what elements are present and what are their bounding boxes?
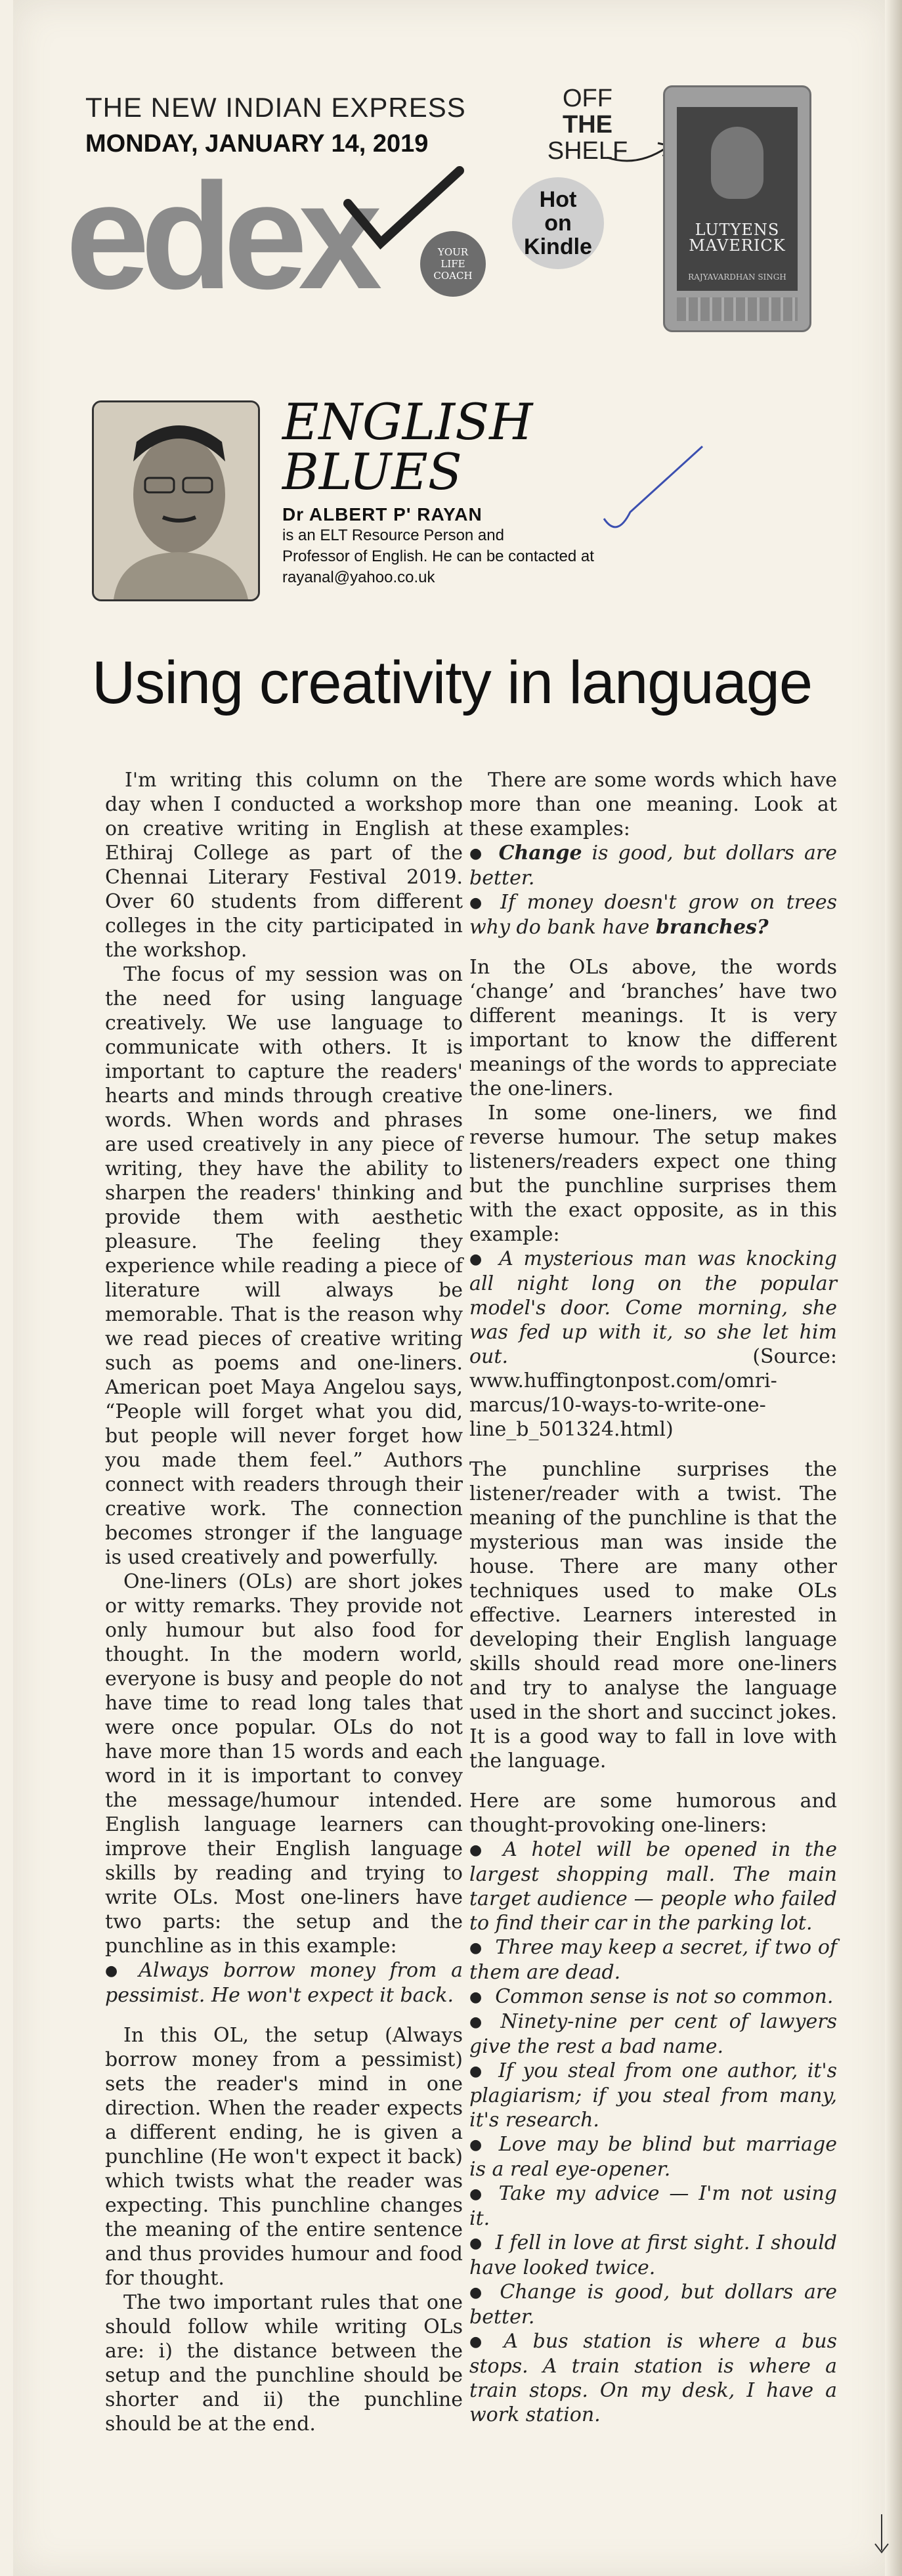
cover-portrait (711, 127, 763, 199)
list-item: ● I fell in love at first sight. I should have looked twice. (469, 2231, 837, 2280)
example-oneliner: ● Always borrow money from a pessimist. He won't expect it back. (105, 1958, 463, 2007)
article-headline: Using creativity in language (92, 649, 813, 716)
list-item: ● Ninety-nine per cent of lawyers give the rest a bad name. (469, 2009, 837, 2059)
author-byline (282, 504, 624, 588)
list-item: ● A bus station is where a bus stops. A train station is where a train stops. On my desk, I have a work station. (469, 2329, 837, 2427)
author-bio-2: Professor of English. He can be contacted at (282, 547, 594, 565)
paragraph: Here are some humorous and thought-provoking one-liners: (469, 1790, 837, 1837)
example-oneliner: ● Change is good, but dollars are better. (469, 841, 837, 890)
paragraph: The two important rules that one should follow while writing OLs are: i) the distance between the setup and the punchline should be shorter and ii) the punchline should be at the end. (105, 2291, 463, 2436)
pen-stroke-icon (591, 440, 709, 538)
list-item: ● Change is good, but dollars are better. (469, 2280, 837, 2329)
list-item: ● A hotel will be opened in the largest shopping mall. The main target audience — people who failed to find their car in the parking lot. (469, 1837, 837, 1935)
checkmark-icon (59, 164, 466, 322)
paragraph: One-liners (OLs) are short jokes or witty remarks. They provide not only humour but also food for thought. In the modern world, everyone is busy and people do not have time to read long tales that were once popular. OLs do not have more than 15 words and each word in it is important to convey the message/humour intended. English language learners can improve their English language skills by reading and trying to write OLs. Most one-liners have two parts: the setup and the punchline as in this example: (105, 1570, 463, 1958)
paragraph: The focus of my session was on the need for using language creatively. We use language to communicate with others. It is important to capture the readers' hearts and minds through creative words. When words and phrases are used creatively in any piece of writing, they have the ability to sharpen the readers' thinking and provide them with aesthetic pleasure. The feeling they experience while reading a piece of literature will always be memorable. That is the reason why we read pieces of creative writing such as poems and one-liners. American poet Maya Angelou says, “People will forget what you did, but people will never forget how you made them feel.” Authors connect with readers through their creative work. The connection becomes stronger if the language is used creatively and powerfully. (105, 963, 463, 1569)
list-item: ● Common sense is not so common. (469, 1985, 837, 2009)
down-arrow-icon (872, 2514, 891, 2554)
life-coach-badge: YOUR LIFE COACH (420, 231, 486, 297)
example-oneliner: ● If money doesn't grow on trees why do bank have branches? (469, 890, 837, 939)
article-right-column (469, 768, 837, 2427)
column-title: ENGLISH BLUES (282, 393, 533, 501)
page-edge (885, 0, 902, 2576)
example-oneliner: ● A mysterious man was knocking all night long on the popular model's door. Come morning, she was fed up with it, so she let him out. (Source: www.huffingtonpost.com/omri-marcus/10-ways-to-write-one-line_b_501324.html) (469, 1247, 837, 1442)
paragraph: In this OL, the setup (Always borrow money from a pessimist) sets the reader's mind in one direction. When the reader expects a different ending, he is given a punchline (He won't expect it back) which twists what the reader was expecting. This punchline changes the meaning of the entire sentence and thus provides humour and food for thought. (105, 2024, 463, 2290)
oneliner-list (469, 1837, 837, 2427)
list-item: ● Take my advice — I'm not using it. (469, 2181, 837, 2231)
book-title: LUTYENS MAVERICK (689, 221, 786, 255)
book-author: RAJYAVARDHAN SINGH (688, 272, 786, 282)
paragraph: In some one-liners, we find reverse humour. The setup makes listeners/readers expect one thing but the punchline surprises them with the exact opposite, as in this example: (469, 1102, 837, 1246)
kindle-device (663, 85, 811, 332)
paragraph: There are some words which have more than one meaning. Look at these examples: (469, 769, 837, 840)
author-bio: is an ELT Resource Person and (282, 526, 504, 544)
list-item: ● Three may keep a secret, if two of them are dead. (469, 1935, 837, 1985)
publication-date: MONDAY, JANUARY 14, 2019 (85, 130, 429, 158)
list-item: ● Love may be blind but marriage is a real eye-opener. (469, 2132, 837, 2181)
paragraph: In the OLs above, the words ‘change’ and ‘branches’ have two different meanings. It is very important to know the different meanings of the words to appreciate the one-liners. (469, 956, 837, 1100)
author-email: rayanal@yahoo.co.uk (282, 569, 435, 586)
edex-logo: edex (66, 152, 374, 320)
author-name: Dr ALBERT P' RAYAN (282, 504, 483, 525)
paper-name: THE NEW INDIAN EXPRESS (85, 92, 466, 123)
paragraph: The punchline surprises the listener/reader with a twist. The meaning of the punchline is that the mysterious man was inside the house. There are many other techniques used to make OLs effective. Learners interested in developing their English language skills should read more one-liners and try to analyse the language used in the short and succinct jokes. It is a good way to fall in love with the language. (469, 1458, 837, 1772)
kindle-book-cover (677, 107, 798, 291)
off-the-shelf-label: OFF THE SHELF (547, 85, 628, 165)
article-left-column (105, 768, 463, 2436)
hot-on-kindle-badge: Hot on Kindle (512, 177, 604, 269)
kindle-keyboard (677, 297, 798, 321)
author-photo (92, 400, 260, 601)
paragraph: I'm writing this column on the day when I conducted a workshop on creative writing in English at Ethiraj College as part of the Chennai Literary Festival 2019. Over 60 students from different colleges in the city participated in the workshop. (105, 769, 463, 962)
author-portrait-icon (94, 402, 258, 599)
list-item: ● If you steal from one author, it's plagiarism; if you steal from many, it's research. (469, 2059, 837, 2132)
